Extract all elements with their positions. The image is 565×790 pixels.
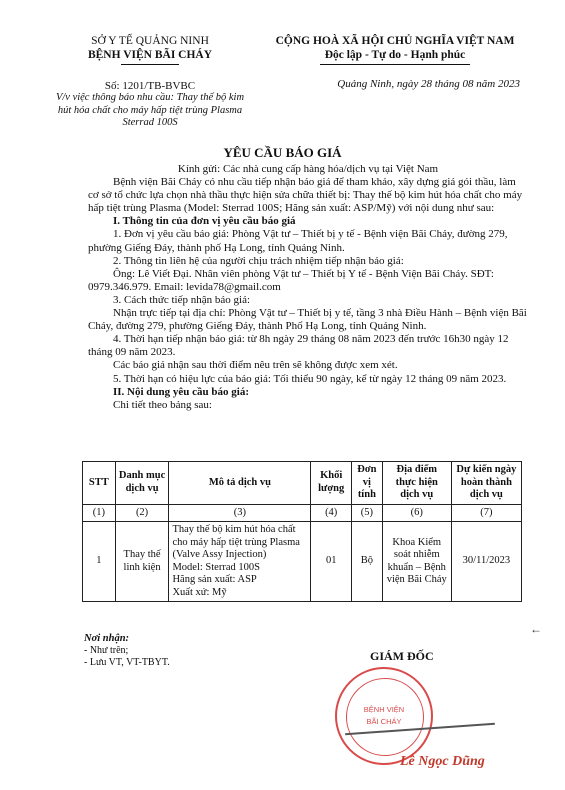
header-cell: STT — [83, 462, 116, 505]
item-3: 3. Cách thức tiếp nhận báo giá: — [113, 293, 251, 306]
row-quantity: 01 — [311, 522, 352, 602]
pen-mark: ← — [530, 622, 542, 636]
table-number-row — [83, 504, 522, 522]
signer-role: GIÁM ĐỐC — [370, 649, 434, 663]
item-3-address: Nhận trực tiếp tại địa chỉ: Phòng Vật tư – Thiết bị y tế, tầng 3 nhà Điều Hành – Bệnh viện Bãi Cháy, đường 279, phường Giếng Đáy, thành Phố Hạ Long, tỉnh Quảng Ninh. — [88, 307, 527, 333]
document-title: YÊU CẦU BÁO GIÁ — [223, 145, 342, 160]
recipients-heading: Nơi nhận: — [84, 633, 130, 644]
document-number: Số: 1201/TB-BVBC — [104, 80, 196, 92]
item-1: 1. Đơn vị yêu cầu báo giá: Phòng Vật tư – Thiết bị y tế - Bệnh viện Bãi Cháy, đường 279, phường Giếng Đáy, thành phố Hạ Long, tỉnh Quảng Ninh. — [88, 228, 508, 254]
description-model: Model: Sterrad 100S — [172, 561, 260, 573]
item-2: 2. Thông tin liên hệ của người chịu trách nhiệm tiếp nhận báo giá: — [113, 254, 404, 267]
national-header — [250, 34, 540, 65]
hospital-name: BỆNH VIỆN BÃI CHÁY — [87, 49, 213, 61]
stamp-text: BÃI CHÁY — [366, 717, 402, 726]
table-row — [83, 522, 522, 602]
row-stt: 1 — [83, 522, 116, 602]
stamp-text: BỆNH VIỆN — [363, 705, 405, 714]
header-cell: Địa điểm thực hiện dịch vụ — [382, 462, 451, 505]
document-date: Quảng Ninh, ngày 28 tháng 08 năm 2023 — [337, 78, 520, 90]
row-location: Khoa Kiểm soát nhiễm khuẩn – Bệnh viện Bãi Cháy — [382, 522, 451, 602]
header-cell: Đơn vị tính — [351, 462, 382, 505]
column-number: (5) — [351, 504, 382, 522]
recipients — [84, 633, 170, 669]
greeting: Kính gửi: Các nhà cung cấp hàng hóa/dịch vụ tại Việt Nam — [177, 163, 439, 175]
motto-underline — [320, 64, 470, 65]
column-number: (1) — [83, 504, 116, 522]
row-unit: Bộ — [351, 522, 382, 602]
recipient-item: - Lưu VT, VT-TBYT. — [84, 657, 170, 668]
header-underline — [121, 64, 179, 65]
column-number: (3) — [169, 504, 311, 522]
table-header-row — [83, 462, 522, 505]
header-cell: Dự kiến ngày hoàn thành dịch vụ — [451, 462, 521, 505]
document-subject: V/v việc thông báo nhu cầu: Thay thế bộ kim hút hóa chất cho máy hấp tiệt trùng Plasma Sterrad 100S — [55, 92, 245, 128]
table-intro: Chi tiết theo bảng sau: — [113, 398, 212, 411]
intro-paragraph: Bệnh viện Bãi Cháy có nhu cầu tiếp nhận báo giá để tham khảo, xây dựng giá gói thầu, làm cơ sở tổ chức lựa chọn nhà thầu thực hiện sửa chữa thiết bị: Thay thế bộ kim hút hóa chất cho máy hấp tiệt trùng Plasma (Model: Sterrad 100S; Hãng sản xuất: ASP/Mỹ) với nội dung như sau: — [88, 176, 523, 215]
column-number: (7) — [451, 504, 521, 522]
column-number: (4) — [311, 504, 352, 522]
issuer-header — [50, 34, 250, 65]
column-number: (6) — [382, 504, 451, 522]
document-body — [88, 163, 528, 412]
item-2-contact: Ông: Lê Viết Đại. Nhân viên phòng Vật tư – Thiết bị Y tế - Bệnh Viện Bãi Cháy. SĐT: 0979.346.979. Email: levida78@gmail.com — [88, 267, 494, 293]
national-motto: Độc lập - Tự do - Hạnh phúc — [324, 49, 466, 61]
item-4: 4. Thời hạn tiếp nhận báo giá: từ 8h ngày 29 tháng 08 năm 2023 đến trước 16h30 ngày 12 tháng 09 năm 2023. — [88, 333, 509, 359]
row-category: Thay thế linh kiện — [115, 522, 169, 602]
row-description — [169, 522, 311, 602]
signer-name: Lê Ngọc Dũng — [400, 754, 485, 769]
description-manufacturer: Hãng sản xuất: ASP — [172, 574, 257, 585]
header-cell: Mô tả dịch vụ — [169, 462, 311, 505]
description-main: Thay thế bộ kim hút hóa chất cho máy hấp tiệt trùng Plasma (Valve Assy Injection) — [172, 524, 300, 560]
column-number: (2) — [115, 504, 169, 522]
section-1-heading: I. Thông tin của đơn vị yêu cầu báo giá — [113, 215, 296, 228]
header-cell: Khối lượng — [311, 462, 352, 505]
national-title: CỘNG HOÀ XÃ HỘI CHỦ NGHĨA VIỆT NAM — [275, 35, 515, 47]
department-name: SỞ Y TẾ QUẢNG NINH — [91, 35, 209, 47]
hospital-stamp — [335, 667, 433, 765]
item-5: 5. Thời hạn có hiệu lực của báo giá: Tối thiểu 90 ngày, kể từ ngày 12 tháng 09 năm 2023. — [113, 372, 507, 385]
row-completion-date: 30/11/2023 — [451, 522, 521, 602]
recipient-item: - Như trên; — [84, 645, 129, 656]
late-note: Các báo giá nhận sau thời điểm nêu trên sẽ không được xem xét. — [113, 359, 398, 372]
header-cell: Danh mục dịch vụ — [115, 462, 169, 505]
section-2-heading: II. Nội dung yêu cầu báo giá: — [113, 385, 250, 398]
quotation-table — [82, 461, 522, 602]
description-origin: Xuất xứ: Mỹ — [172, 586, 227, 598]
